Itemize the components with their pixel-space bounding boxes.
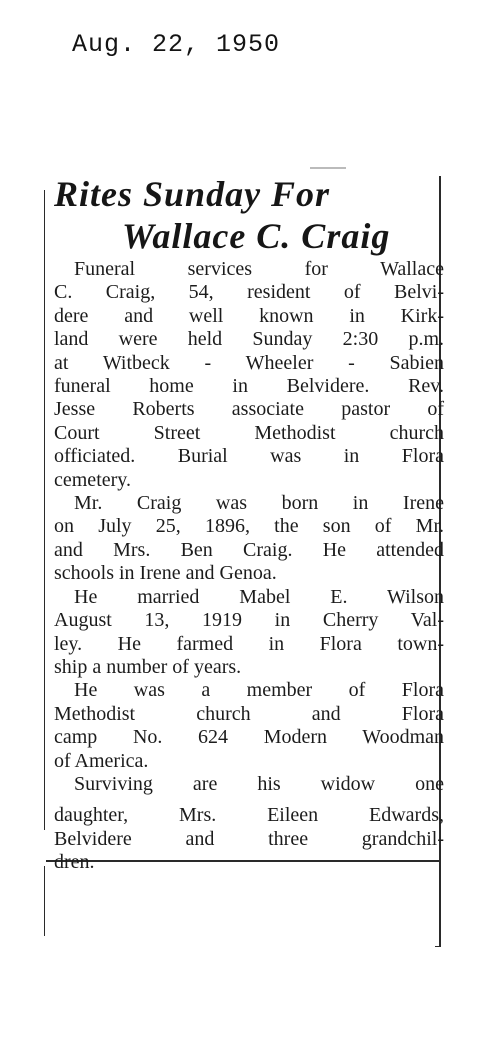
body-line: Methodist church and Flora: [54, 702, 444, 725]
clipping-bottom-right-tick: [435, 946, 441, 947]
body-line: on July 25, 1896, the son of Mr.: [54, 515, 444, 538]
body-line: dere and well known in Kirk-: [54, 304, 444, 327]
body-line: camp No. 624 Modern Woodman: [54, 726, 444, 749]
body-line: ship a number of years.: [54, 655, 242, 678]
body-line: dren.: [54, 851, 95, 874]
body-line: land were held Sunday 2:30 p.m.: [54, 328, 444, 351]
article-body: [54, 258, 444, 875]
clipping-left-border: [44, 190, 45, 830]
body-line: Jesse Roberts associate pastor of: [54, 398, 444, 421]
body-line: August 13, 1919 in Cherry Val-: [54, 609, 444, 632]
headline-line-1: Rites Sunday For: [54, 174, 331, 214]
body-line: of America.: [54, 749, 149, 772]
body-line: at Witbeck - Wheeler - Sabien: [54, 351, 444, 374]
body-line: ley. He farmed in Flora town-: [54, 632, 444, 655]
headline-line-2: Wallace C. Craig: [122, 216, 391, 256]
body-line: He was a member of Flora: [74, 679, 444, 702]
body-line: He married Mabel E. Wilson: [74, 585, 444, 608]
body-line: C. Craig, 54, resident of Belvi-: [54, 281, 444, 304]
clipping-top-smudge: [310, 167, 346, 169]
body-line: daughter, Mrs. Eileen Edwards,: [54, 804, 444, 827]
clipping-lower-left-border: [44, 866, 45, 936]
body-line: cemetery.: [54, 468, 131, 491]
date-stamp: Aug. 22, 1950: [72, 30, 281, 59]
body-line: Belvidere and three grandchil-: [54, 827, 444, 850]
body-line: Funeral services for Wallace: [74, 258, 444, 280]
body-line: and Mrs. Ben Craig. He attended: [54, 538, 444, 561]
body-line: Surviving are his widow one: [74, 772, 444, 795]
body-line: Court Street Methodist church: [54, 421, 444, 444]
body-line: funeral home in Belvidere. Rev.: [54, 375, 444, 398]
body-line: schools in Irene and Genoa.: [54, 562, 277, 585]
body-line: officiated. Burial was in Flora: [54, 445, 444, 468]
body-line: Mr. Craig was born in Irene: [74, 492, 444, 515]
